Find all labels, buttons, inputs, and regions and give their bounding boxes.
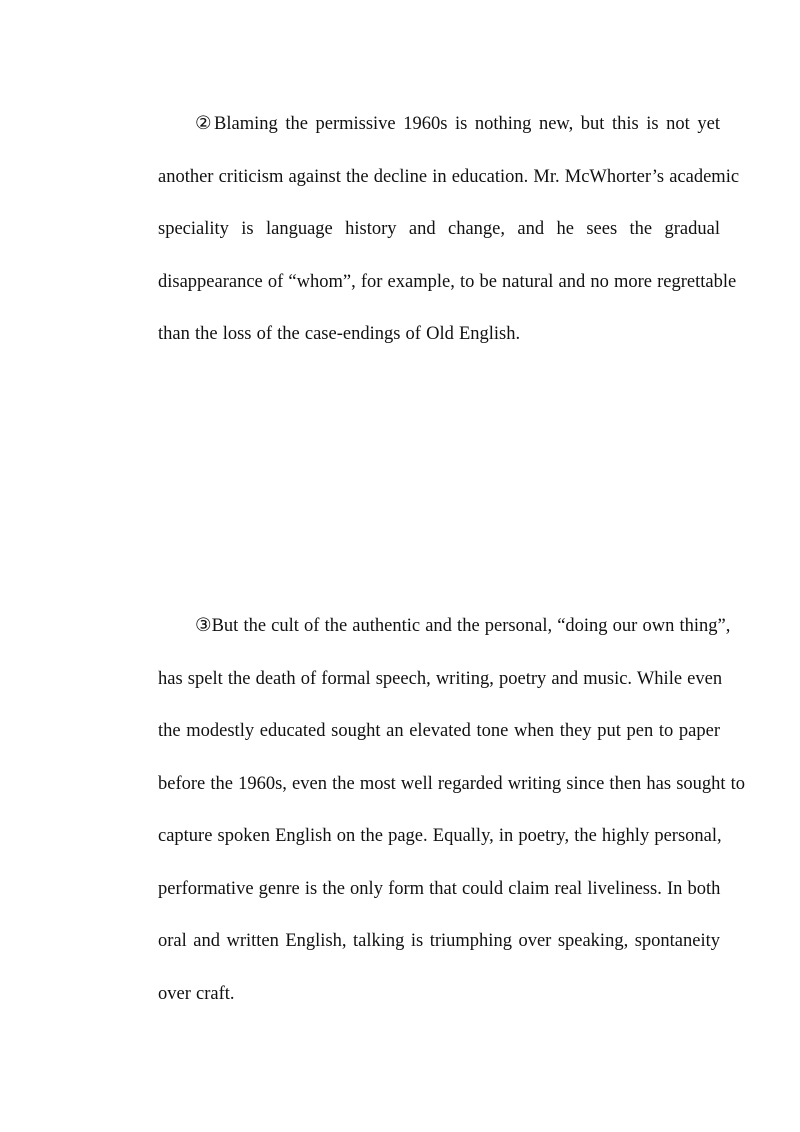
paragraph-2-line-2: another criticism against the decline in education. Mr. McWhorter’s academic (158, 166, 740, 187)
paragraph-2-line-4: disappearance of “whom”, for example, to be natural and no more regrettable (158, 271, 737, 292)
paragraph-2-line-5: than the loss of the case-endings of Old English. (158, 324, 521, 344)
paragraph-3-line-4: before the 1960s, even the most well regarded writing since then has sought to (158, 773, 746, 794)
paragraph-2-line-3: speciality is language history and change, and he sees the gradual (158, 219, 720, 239)
paragraph-3-line-6: performative genre is the only form that could claim real liveliness. In both (158, 878, 721, 899)
paragraph-3-line-2: has spelt the death of formal speech, writing, poetry and music. While even (158, 668, 723, 689)
paragraph-3-line-3: the modestly educated sought an elevated tone when they put pen to paper (158, 721, 720, 741)
paragraph-3-line-7: oral and written English, talking is triumphing over speaking, spontaneity (158, 931, 720, 951)
paragraph-3-line-8: over craft. (158, 983, 235, 1004)
paragraph-3 (121, 600, 746, 1020)
paragraph-2-line-1: ②Blaming the permissive 1960s is nothing new, but this is not yet (195, 114, 720, 134)
paragraph-3-line-5: capture spoken English on the page. Equally, in poetry, the highly personal, (158, 826, 722, 846)
paragraph-2 (121, 98, 740, 361)
paragraph-3-line-1: ③But the cult of the authentic and the personal, “doing our own thing”, (195, 616, 731, 636)
